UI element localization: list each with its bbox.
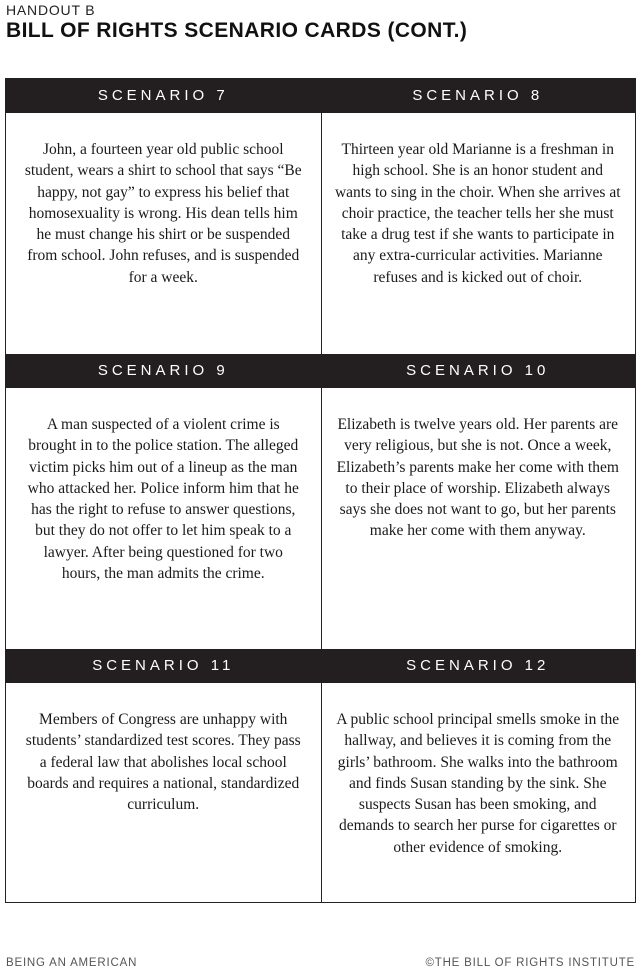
scenario-8-heading: SCENARIO 8 bbox=[412, 87, 544, 104]
page-title: BILL OF RIGHTS SCENARIO CARDS (CONT.) bbox=[6, 19, 468, 42]
scenario-row-3 bbox=[6, 649, 635, 902]
scenario-10-heading: SCENARIO 10 bbox=[406, 362, 550, 379]
scenario-11-heading: SCENARIO 11 bbox=[92, 657, 235, 674]
scenario-heading-bar bbox=[6, 649, 635, 683]
scenario-heading-bar bbox=[6, 79, 635, 113]
footer-publication: BEING AN AMERICAN bbox=[6, 957, 138, 969]
scenario-card-grid bbox=[5, 78, 636, 903]
scenario-7-heading: SCENARIO 7 bbox=[97, 87, 229, 104]
scenario-8-text: Thirteen year old Marianne is a freshman in high school. She is an honor student and wants to sing in the choir. When she arrives at choir practice, the teacher tells her she must take a drug test if she wants to participate in any extra-curricular activities. Marianne refuses and is kicked out of choir. bbox=[334, 141, 621, 286]
scenario-heading-bar bbox=[6, 354, 635, 388]
scenario-7-text: John, a fourteen year old public school student, wears a shirt to school that says “Be happy, not gay” to express his belief that homosexuality is wrong. His dean tells him he must change his shirt or be suspended from school. John refuses, and is suspended for a week. bbox=[24, 141, 302, 286]
scenario-11-text: Members of Congress are unhappy with students’ standardized test scores. They pass a federal law that abolishes local school boards and requires a national, standardized curriculum. bbox=[25, 711, 301, 814]
scenario-12-heading: SCENARIO 12 bbox=[406, 657, 550, 674]
scenario-9-text: A man suspected of a violent crime is brought in to the police station. The alleged victim picks him out of a lineup as the man who attacked her. Police inform him that he has the right to refuse to answer questions, but they do not offer to let him speak to a lawyer. After being questioned for two hours, the man admits the crime. bbox=[27, 416, 299, 583]
footer-copyright: ©THE BILL OF RIGHTS INSTITUTE bbox=[425, 957, 635, 969]
scenario-9-heading: SCENARIO 9 bbox=[97, 362, 229, 379]
scenario-10-text: Elizabeth is twelve years old. Her parents are very religious, but she is not. Once a week, Elizabeth’s parents make her come with them to their place of worship. Elizabeth always says she does not want to go, but her parents make her come with them anyway. bbox=[336, 416, 619, 540]
scenario-row-2 bbox=[6, 354, 635, 649]
scenario-12-text: A public school principal smells smoke in the hallway, and believes it is coming from the girls’ bathroom. She walks into the bathroom and finds Susan standing by the sink. She suspects Susan has been smoking, and demands to search her purse for cigarettes or other evidence of smoking. bbox=[336, 711, 620, 856]
handout-label: HANDOUT B bbox=[6, 2, 96, 18]
scenario-row-1 bbox=[6, 79, 635, 354]
